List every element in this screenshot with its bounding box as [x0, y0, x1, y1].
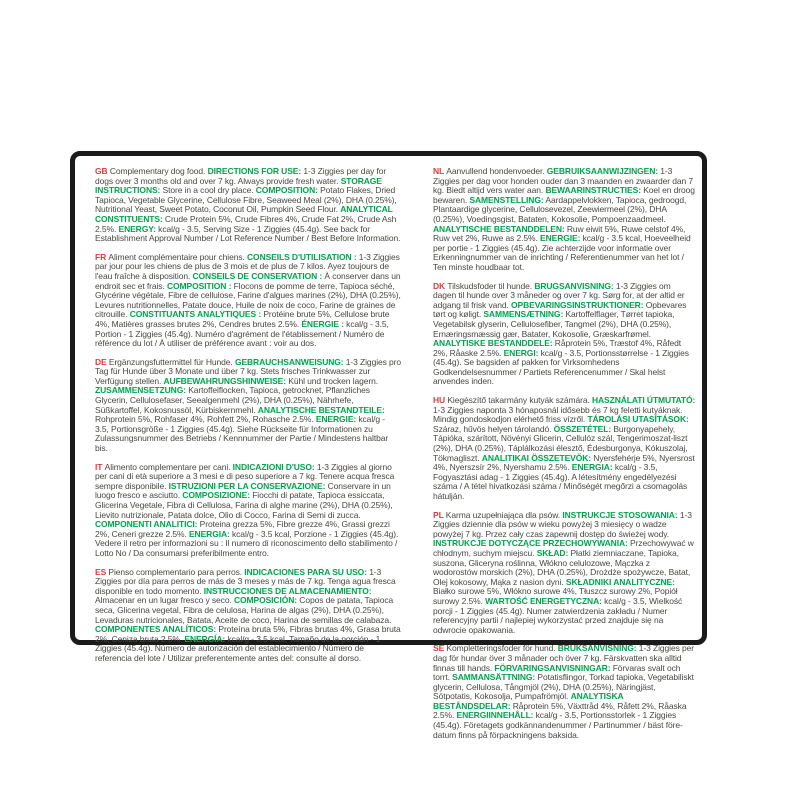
section-body-text: Kiegészítő takarmány kutyák számára.	[447, 395, 592, 406]
section-body-text: 1-3 Ziggies per dag voor honden ouder dan 3 maanden en zwaarder dan 7 kg. Biedt altijd vers water aan.	[433, 166, 694, 196]
section-header: INSTRUKCJE STOSOWANIA:	[562, 509, 678, 520]
section-body-text: 1-3 Ziggies al giorno per cani di età superiore a 3 mesi e di peso superiore a 7 kg. Tenere acqua fresca sempre disponibile.	[95, 461, 395, 491]
section-header: SKŁAD:	[536, 547, 569, 558]
section-body-text: Tilskudsfoder til hunde.	[447, 280, 535, 291]
language-section-hu	[433, 396, 696, 502]
section-header: ANALYTISCHE BESTANDDELEN:	[433, 223, 565, 234]
section-body-text: Fiocchi di patate, Tapioca essiccata, Glicerina Vegetale, Fibra di Cellulosa, Farina di alghe marine (2%), DHA (0.25%), Lievito nutrizionale, Patata dolce, Olio di Cocco, Farina di Semi di zucca.	[95, 490, 393, 520]
label-column-left	[95, 166, 402, 663]
section-body-text: kcal/g - 3.5, Wielkość porcji - 1 Ziggies (45.4g). Numer zatwierdzenia zakładu / Numer referencyjny partii / najlepiej wykorzystać przed znajduje się na odwrocie opakowania.	[433, 595, 683, 635]
section-header: SAMMENSÆTNING:	[483, 309, 564, 320]
section-header: SKŁADNIKI ANALITYCZNE:	[565, 576, 675, 587]
section-header: INSTRUKCJE DOTYCZĄCE PRZECHOWYWANIA:	[433, 538, 628, 549]
section-header: ENERGY:	[118, 223, 156, 234]
section-body-text: Protéine brute 5%, Cellulose brute 4%, Matières grasses brutes 2%, Cendres brutes 2.5%.	[95, 309, 390, 329]
section-header: ANALYTISKE BESTANDDELE:	[433, 338, 553, 349]
section-body-text: Ruw eiwit 5%, Ruwe celstof 4%, Ruw vet 2%, Ruwe as 2.5%.	[433, 223, 686, 244]
section-header: COMPOSITION :	[166, 280, 232, 291]
section-body-text: Proteina grezza 5%, Fibre grezze 4%, Grassi grezzi 2%, Ceneri grezze 2.5%.	[95, 519, 390, 539]
section-body-text: kcal/g - 3.5, Portionsstorlek - 1 Ziggies (45.4g). Företagets godkännandenummer / Partinummer / bäst före-datum finns på förpackningens baksida.	[433, 710, 683, 740]
section-body-text: kcal/g - 3.5 kcal, Hoeveelheid per portie - 1 Ziggies (45.4g). Zie achterzijde voor informatie over Erkenningnummer van de inrichting / Referentienummer van het lot / Ten minste houdbaar tot.	[433, 233, 691, 272]
section-header: COMPOSICIÓN:	[233, 595, 298, 606]
language-code-se: SE	[433, 643, 447, 654]
section-body-text: Rohprotein 5%, Rohfaser 4%, Rohfett 2%, Rohasche 2.5%.	[95, 414, 316, 425]
section-body-text: 1-3 Ziggies per day for dogs over 3 months old and over 7 kg. Always provide fresh water.	[95, 166, 387, 186]
section-header: ÉNERGIE :	[301, 318, 344, 329]
section-header: ENERGIA:	[188, 528, 230, 539]
section-body-text: 1-3 Ziggies par jour pour les chiens de plus de 3 mois et de plus de 7 kilos. Ayez toujours de l'eau fraîche à disposition.	[95, 251, 400, 281]
language-code-hu: HU	[433, 395, 448, 406]
multilingual-label-panel	[70, 151, 707, 740]
section-header: ENERGIE:	[315, 414, 357, 425]
section-header: ENERGI:	[503, 347, 539, 358]
section-body-text: Opbevares tørt og køligt.	[433, 299, 687, 320]
section-body-text: Aliment complémentaire pour chiens.	[108, 251, 248, 262]
section-body-text: Aanvullend hondenvoeder.	[446, 166, 547, 176]
section-header: COMPONENTI ANALITICI:	[95, 519, 198, 530]
section-body-text: Pienso complementario para perros.	[108, 566, 245, 577]
section-header: BRUGSANVISNING:	[534, 280, 614, 291]
language-section-fr	[95, 253, 401, 349]
section-body-text: Copos de patata, Tapioca seca, Glicerina vegetal, Fibra de celulosa, Harina de algas (2%), DHA (0.25%), Levaduras nutricionales, Batata, Aceite de coco, Harina de semillas de calabaza.	[95, 595, 394, 625]
section-body-text: Nyersfehérje 5%, Nyersrost 4%, Nyerszsír 2%, Nyershamu 2.5%.	[433, 452, 695, 473]
section-body-text: Kartoffelflager, Tørret tapioka, Vegetabilsk glyserin, Cellulosefiber, Tangmel (2%), DHA (0.25%), Ernæringsmæssig gær, Batater, Kokosolie, Græskarfrømel.	[433, 309, 675, 339]
section-body-text: Kühl und trocken lagern.	[285, 375, 378, 386]
label-column-right	[433, 166, 696, 740]
section-body-text: 1-3 Ziggies por día para perros de más de 3 meses y más de 7 kg. Tenga agua fresca disponible en todo momento.	[95, 566, 396, 596]
section-header: CONSEILS DE CONSERVATION :	[192, 270, 323, 281]
language-code-nl: NL	[433, 166, 447, 176]
section-body-text: Kompletteringsfoder för hund.	[446, 643, 558, 654]
language-section-se	[433, 644, 696, 740]
section-body-text: kcal/g - 3.5, Fogyasztási adag - 1 Ziggies (45.4g). A létesítmény engedélyezési száma / A tétel hivatkozási száma / Minőségét megőrzi a csomagolás hátulján.	[433, 462, 688, 501]
section-body-text: 1-3 Ziggies om dagen til hunde over 3 måneder og over 7 kg. Sørg for, at der altid er adgang til frisk vand.	[433, 280, 685, 310]
language-section-dk	[433, 282, 696, 388]
section-body-text: Kartoffelflocken, Tapioca, getrocknet, Pflanzliches Glycerin, Cellulosefaser, Seealgenmehl (2%), DHA (0.25%), Nährhefe, Süßkartoffel, Kokosnussöl, Kürbiskernmehl.	[95, 385, 370, 415]
section-header: OPBEVARINGSINSTRUKTIONER:	[511, 299, 644, 310]
section-body-text: Råprotein 5%, Træstof 4%, Råfedt 2%, Råaske 2.5%.	[433, 338, 682, 358]
section-header: STORAGE INSTRUCTIONS:	[95, 175, 382, 196]
section-header: ANALITIKAI ÖSSZETEVŐK:	[481, 452, 592, 463]
section-header: ENERGIE:	[540, 233, 581, 244]
language-section-it	[95, 463, 401, 559]
section-body-text: À conserver dans un endroit sec et frais.	[95, 270, 401, 291]
section-body-text: Almacenar en un lugar fresco y seco.	[95, 595, 234, 606]
language-code-pl: PL	[433, 509, 446, 520]
section-header: CONSTITUANTS ANALYTIQUES :	[129, 309, 262, 320]
section-header: ANALYTISCHE BESTANDTEILE:	[257, 404, 385, 415]
section-body-text: kcal/g - 3.5 kcal, Tamaño de la porción - 1 Ziggies (45.4g). Número de autorización del establecimiento / Número de referencia del lote / Utilizar preferentemente antes del: consulte al dorso.	[95, 633, 381, 663]
section-header: ENERGIINNEHÅLL:	[456, 710, 534, 721]
language-code-es: ES	[95, 566, 109, 577]
section-header: FÖRVARINGSANVISNINGAR:	[494, 662, 611, 673]
section-header: TÁROLÁSI UTASÍTÁSOK:	[587, 414, 689, 425]
section-header: SAMENSTELLING:	[469, 194, 544, 205]
section-body-text: 1-3 Ziggies naponta 3 hónaposnál idősebb és 7 kg feletti kutyáknak. Mindig gondoskodjon elérhető friss vízről.	[433, 404, 683, 425]
section-header: HASZNÁLATI ÚTMUTATÓ:	[591, 395, 696, 406]
section-header: COMPOSIZIONE:	[182, 490, 250, 501]
section-header: ENERGÍA:	[184, 633, 226, 644]
section-body-text: 1-3 Ziggies dziennie dla psów w wieku powyżej 3 miesięcy o wadze powyżej 7 kg. Przez cały czas zapewnij dostęp do świeżej wody.	[433, 509, 692, 539]
section-body-text: Complementary dog food.	[109, 166, 208, 176]
section-body-text: Store in a cool dry place.	[160, 185, 256, 196]
language-code-fr: FR	[95, 251, 109, 262]
section-header: CONSEILS D'UTILISATION :	[247, 251, 357, 262]
section-body-text: Conservare in un luogo fresco e asciutto.	[95, 480, 391, 501]
section-body-text: 1-3 Ziggies per dag för hundar över 3 månader och över 7 kg. Färskvatten ska alltid finnas till hands.	[433, 643, 694, 673]
section-body-text: Koel en droog bewaren.	[433, 185, 695, 205]
section-header: ANALYTISKA BESTÅNDSDELAR:	[433, 691, 624, 711]
section-body-text: kcal/g - 3.5, Portionsstørrelse - 1 Ziggies (45.4g). Se bagsiden af pakken for Virksomhedens Godkendelsesnummer / Partiets Referencenummer / Skal helst anvendes inden.	[433, 347, 689, 387]
section-header: INDICAZIONI D'USO:	[232, 461, 315, 472]
section-body-text: Potatisflingor, Torkad tapioka, Vegetabiliskt glycerin, Cellulosa, Tångmjöl (2%), DHA (0.25%), Näringjäst, Sötpotatis, Kokosolja, Pumpafrömjöl.	[433, 672, 694, 702]
section-body-text: Burgonyapehely, Tápióka, szárított, Növényi Glicerin, Cellulóz szál, Tengerimoszat-liszt (2%), DHA (0.25%), Táplálkozási élesztő, Édesburgonya, Kókuszolaj, Tökmagliszt.	[433, 423, 688, 463]
section-header: AUFBEWAHRUNGSHINWEISE:	[163, 375, 286, 386]
section-header: BRUKSANVISNING:	[557, 643, 637, 654]
language-code-dk: DK	[433, 280, 448, 291]
section-header: GEBRUIKSAANWIJZINGEN:	[546, 166, 659, 176]
language-section-de	[95, 358, 401, 454]
section-body-text: kcal/g - 3.5, Portion - 1 Ziggies (45.4g). Numéro d'agrément de l'établissement / Numéro de référence du lot / À utiliser de préférence avant : voir au dos.	[95, 318, 389, 349]
section-body-text: Száraz, hűvös helyen tárolandó.	[433, 423, 554, 434]
section-header: ISTRUZIONI PER LA CONSERVAZIONE:	[168, 480, 326, 491]
language-code-it: IT	[95, 461, 105, 472]
section-header: COMPOSITION:	[255, 185, 318, 196]
section-body-text: Płatki ziemniaczane, Tapioka, suszona, Gliceryna roślinna, Włókno celulozowe, Mączka z wodorostów morskich (2%), DHA (0.25%), Drożdże spożywcze, Batat, Olej kokosowy, Mąka z nasion dyni.	[433, 547, 691, 587]
section-body-text: kcal/g - 3.5, Portionsgröße - 1 Ziggies (45.4g). Siehe Rückseite für Informationen zu Zulassungsnummer des Betriebs / Kennnummer der Partie / Mindestens haltbar bis.	[95, 414, 389, 454]
section-header: WARTOŚĆ ENERGETYCZNA:	[485, 595, 602, 606]
section-header: DIRECTIONS FOR USE:	[207, 166, 302, 176]
language-code-de: DE	[95, 356, 109, 367]
language-code-gb: GB	[95, 166, 110, 176]
section-header: BEWAARINSTRUCTIES:	[545, 185, 641, 196]
language-section-gb	[95, 167, 401, 244]
section-body-text: Proteína bruta 5%, Fibras brutas 4%, Grasa bruta 2%, Ceniza bruta 2.5%.	[95, 624, 401, 644]
section-body-text: 1-3 Ziggies pro Tag für Hunde über 3 Monate und über 7 kg. Stets frisches Trinkwasser zur Verfügung stellen.	[95, 356, 402, 386]
section-body-text: Karma uzupełniająca dla psów.	[445, 509, 563, 520]
section-header: INDICACIONES PARA SU USO:	[244, 566, 367, 577]
language-section-nl	[433, 167, 696, 273]
section-body-text: Crude Protein 5%, Crude Fibres 4%, Crude Fat 2%, Crude Ash 2.5%.	[95, 213, 397, 234]
section-header: ÖSSZETÉTEL:	[553, 423, 612, 434]
section-body-text: kcal/g - 3.5 kcal, Porzione - 1 Ziggies (45.4g). Vedere il retro per informazioni su : Il numero di riconoscimento dello stabilimento / Lotto No / Da consumarsi preferibilmente entro.	[95, 528, 399, 558]
section-body-text: Förvaras svalt och torrt.	[433, 662, 681, 683]
section-header: ANALYTICAL CONSTITUENTS:	[95, 204, 393, 224]
language-section-es	[95, 568, 401, 664]
section-body-text: Alimento complementare per cani.	[104, 461, 233, 472]
section-header: INSTRUCCIONES DE ALMACENAMIENTO:	[203, 585, 372, 596]
section-body-text: Råprotein 5%, Växttråd 4%, Råfett 2%, Råaska 2.5%.	[433, 700, 687, 721]
section-header: SAMMANSÄTTNING:	[452, 672, 536, 683]
section-header: ZUSAMMENSETZUNG:	[95, 385, 186, 396]
section-body-text: Flocons de pomme de terre, Tapioca séché, Glycérine végétale, Fibre de cellulose, Farine d'algues marines (2%), DHA (0.25%), Levures nutritionnelles, Patate douce, Huile de noix de coco, Farine de graines de citrouille.	[95, 280, 401, 320]
section-body-text: Aardappelvlokken, Tapioca, gedroogd, Plantaardige glycerine, Cellulosevezel, Zeewiermeel (2%), DHA (0.25%), Voedingsgist, Bataten, Kokosolie, Pompoenzaadmeel.	[433, 194, 687, 224]
section-header: GEBRAUCHSANWEISUNG:	[234, 356, 344, 367]
section-body-text: Potato Flakes, Dried Tapioca, Vegetable Glycerine, Cellulose Fibre, Seaweed Meal (2%), DHA (0.25%), Nutritional Yeast, Sweet Potato, Coconut Oil, Pumpkin Seed Flour.	[95, 185, 397, 215]
language-section-pl	[433, 511, 696, 636]
section-body-text: Białko surowe 5%, Włókno surowe 4%, Tłuszcz surowy 2%, Popiół surowy 2.5%.	[433, 586, 678, 606]
section-header: COMPONENTES ANALÍTICOS:	[95, 624, 217, 635]
section-body-text: Przechowywać w chłodnym, suchym miejscu.	[433, 538, 694, 558]
section-header: ENERGIA:	[571, 462, 613, 473]
section-body-text: Ergänzungsfuttermittel für Hunde.	[108, 356, 235, 367]
section-body-text: kcal/g - 3.5, Serving Size - 1 Ziggies (45.4g). See back for Establishment Approval Number / Lot Reference Number / Best Before Information.	[95, 223, 401, 244]
